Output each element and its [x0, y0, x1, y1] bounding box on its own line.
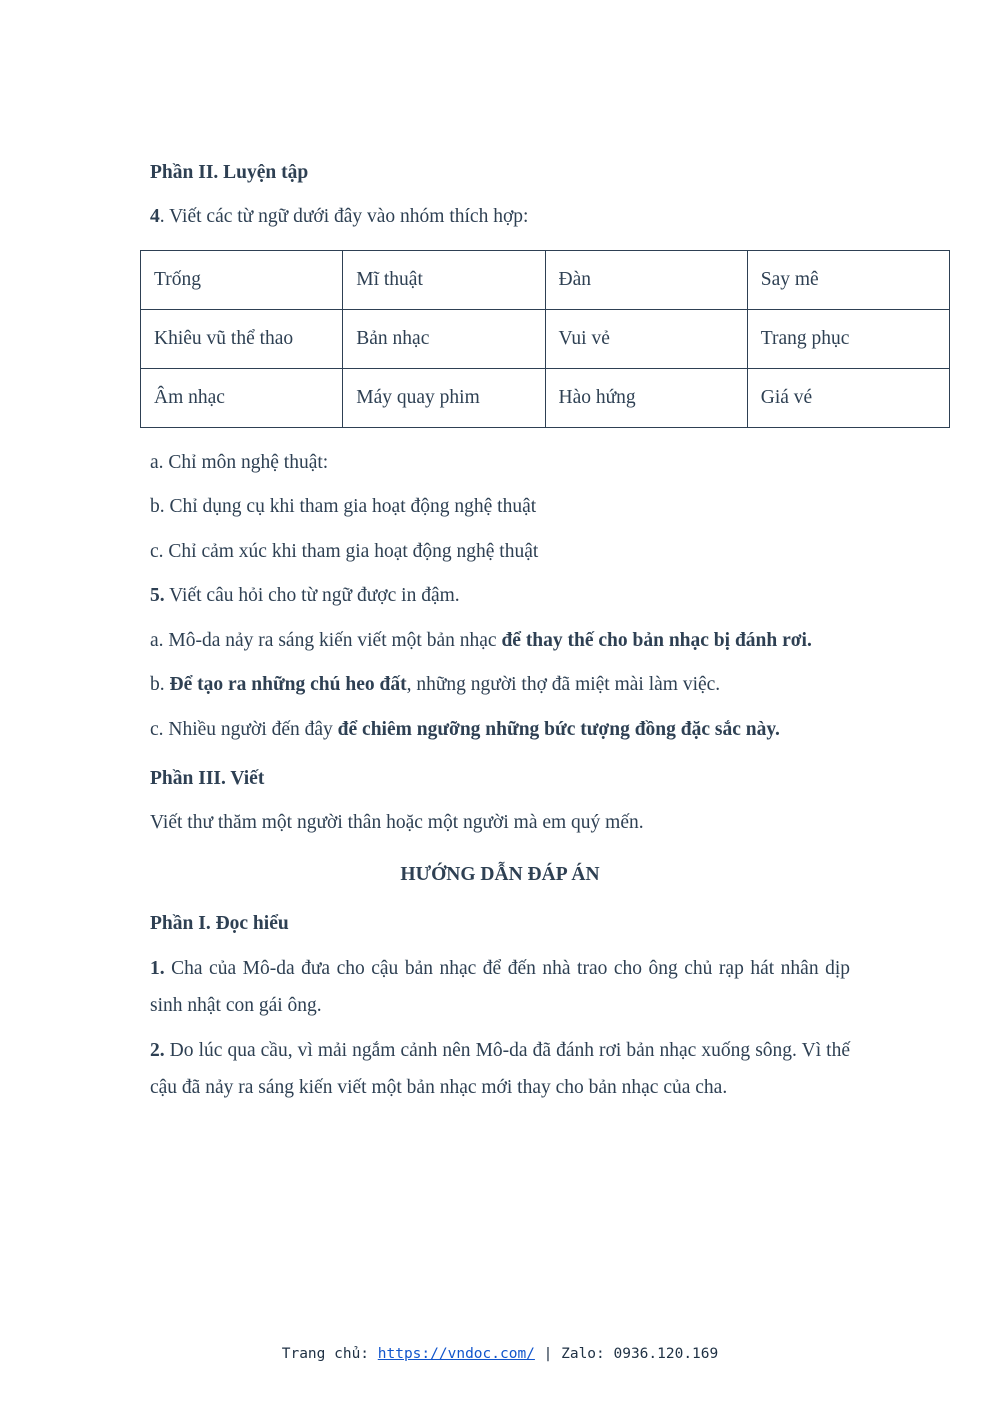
- q5-item-b: [150, 666, 850, 703]
- part3-body: Viết thư thăm một người thân hoặc một người mà em quý mến.: [150, 812, 644, 834]
- table-cell: Bản nhạc: [343, 309, 545, 368]
- q4-group-b: b. Chỉ dụng cụ khi tham gia hoạt động nghệ thuật: [150, 496, 537, 518]
- document-page: [150, 0, 850, 1106]
- part1-heading: Phần I. Đọc hiểu: [150, 913, 289, 935]
- answer-1-text: Cha của Mô-da đưa cho cậu bản nhạc để đến nhà trao cho ông chủ rạp hát nhân dịp sinh nhật con gái ông.: [150, 957, 850, 1017]
- answer-1-number: 1.: [150, 957, 165, 979]
- q5-b-normal: b.: [150, 674, 170, 696]
- page-footer: [0, 1346, 1000, 1362]
- table-cell: Say mê: [747, 250, 949, 309]
- table-cell: Âm nhạc: [141, 368, 343, 427]
- q5-a-bold: để thay thế cho bản nhạc bị đánh rơi.: [501, 629, 812, 651]
- q4-number: 4: [150, 206, 160, 228]
- q5-item-a: [150, 622, 850, 659]
- q5-c-bold: để chiêm ngưỡng những bức tượng đồng đặc sắc này.: [337, 718, 780, 740]
- answer-key-title: HƯỚNG DẪN ĐÁP ÁN: [400, 863, 600, 885]
- table-row: [141, 309, 950, 368]
- table-cell: Hào hứng: [545, 368, 747, 427]
- table-cell: Trống: [141, 250, 343, 309]
- footer-home-label: Trang chủ:: [281, 1346, 378, 1362]
- table-cell: Mĩ thuật: [343, 250, 545, 309]
- answer-2-number: 2.: [150, 1039, 165, 1061]
- answer-1: [150, 950, 850, 1025]
- footer-zalo: Zalo: 0936.120.169: [561, 1346, 719, 1362]
- q5-c-normal: c. Nhiều người đến đây: [150, 718, 338, 740]
- table-cell: Khiêu vũ thể thao: [141, 309, 343, 368]
- q4-group-c: c. Chỉ cảm xúc khi tham gia hoạt động nghệ thuật: [150, 540, 539, 562]
- answer-2: [150, 1032, 850, 1107]
- q5-prompt-text: Viết câu hỏi cho từ ngữ được in đậm.: [164, 585, 460, 607]
- q5-number: 5.: [150, 585, 165, 607]
- q5-b-bold: Để tạo ra những chú heo đất: [169, 674, 407, 696]
- q5-prompt: [150, 577, 850, 614]
- word-group-table: [140, 250, 950, 428]
- table-row: [141, 250, 950, 309]
- part3-heading: Phần III. Viết: [150, 767, 265, 789]
- table-cell: Máy quay phim: [343, 368, 545, 427]
- q4-prompt: [150, 198, 850, 235]
- table-cell: Giá vé: [747, 368, 949, 427]
- q5-item-c: [150, 711, 850, 748]
- q4-group-a: a. Chỉ môn nghệ thuật:: [150, 451, 329, 473]
- q5-b-tail: , những người thợ đã miệt mài làm việc.: [406, 674, 721, 696]
- table-row: [141, 368, 950, 427]
- answer-2-text: Do lúc qua cầu, vì mải ngắm cảnh nên Mô-da đã đánh rơi bản nhạc xuống sông. Vì thế cậu đã nảy ra sáng kiến viết một bản nhạc mới thay cho bản nhạc của cha.: [150, 1039, 850, 1098]
- part2-heading: Phần II. Luyện tập: [150, 162, 309, 183]
- footer-separator: |: [534, 1346, 562, 1362]
- table-cell: Vui vẻ: [545, 309, 747, 368]
- q5-a-normal: a. Mô-da nảy ra sáng kiến viết một bản nhạc: [150, 629, 502, 651]
- q4-prompt-text: . Viết các từ ngữ dưới đây vào nhóm thích hợp:: [159, 206, 529, 228]
- home-link[interactable]: https://vndoc.com/: [377, 1346, 535, 1362]
- table-cell: Đàn: [545, 250, 747, 309]
- table-cell: Trang phục: [747, 309, 949, 368]
